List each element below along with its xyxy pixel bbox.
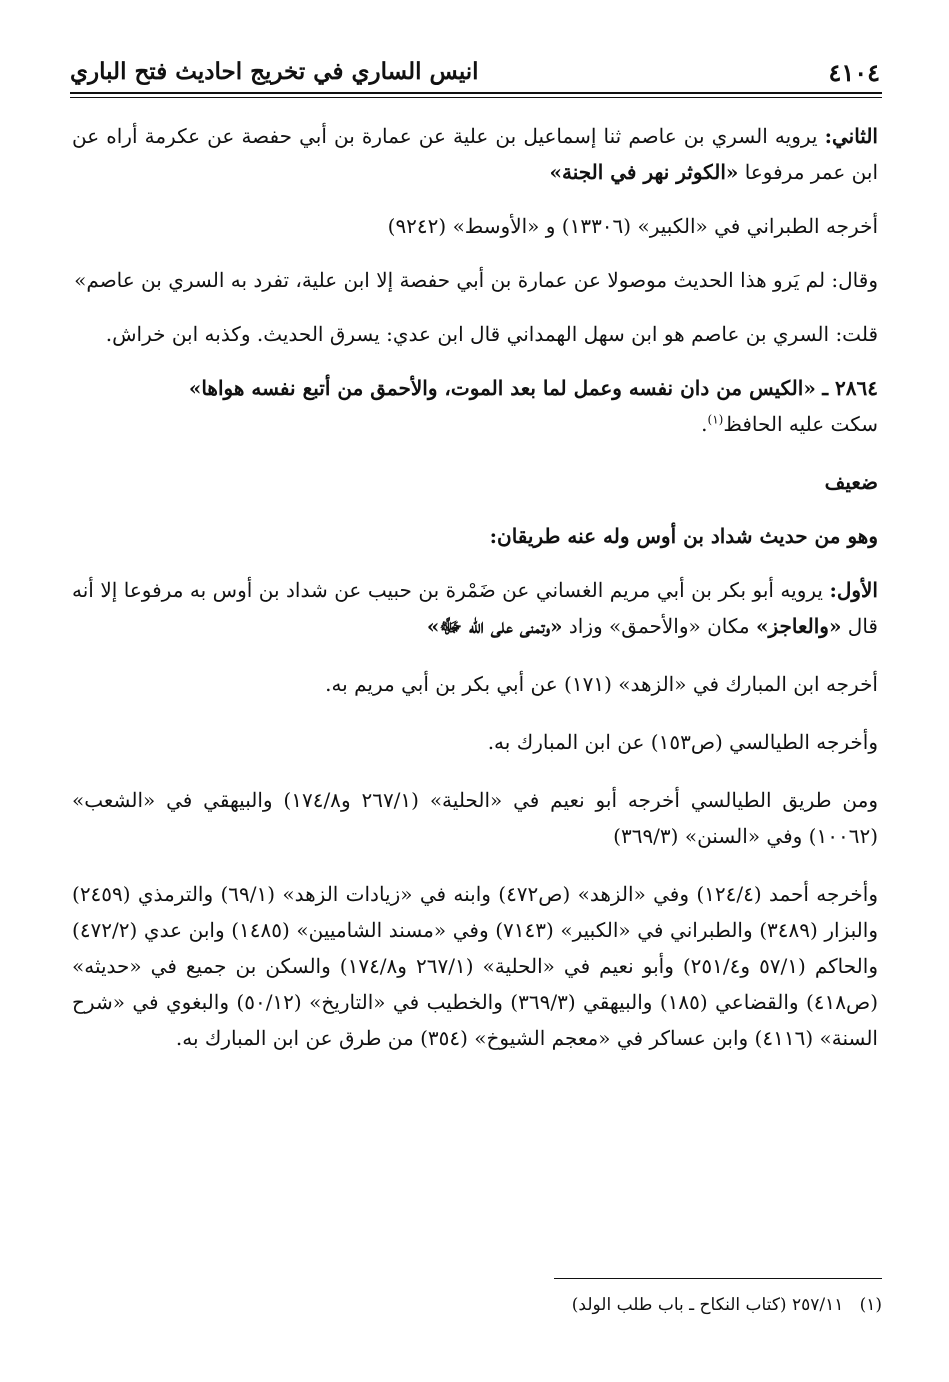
header-rule-thick xyxy=(70,92,882,94)
header-rule-thin xyxy=(70,97,882,98)
paragraph-lead: الثاني: xyxy=(824,124,878,148)
footnote-marker: (١) xyxy=(859,1295,882,1315)
hafiz-note: سكت عليه الحافظ$^{(١)}$. xyxy=(701,412,878,436)
footnote-text: ٢٥٧/١١ (كتاب النكاح ـ باب طلب الولد) xyxy=(571,1295,844,1315)
paragraph-via-tayalisi: ومن طريق الطيالسي أخرجه أبو نعيم في «الحلية» (٢٦٧/١ و١٧٤/٨) والبيهقي في «الشعب» (١٠٠٦٢) وفي «السنن» (٣٦٩/٣) xyxy=(72,788,879,848)
paragraph-tayalisi: وأخرجه الطيالسي (ص١٥٣) عن ابن المبارك به. xyxy=(487,730,878,754)
running-header xyxy=(70,52,880,90)
routes-intro: وهو من حديث شداد بن أوس وله عنه طريقان: xyxy=(489,524,878,548)
footnote-ref: (١) xyxy=(707,412,724,427)
paragraph-tabarani: أخرجه الطبراني في «الكبير» (١٣٣٠٦) و «الأوسط» (٩٢٤٢) xyxy=(387,214,878,238)
paragraph-text: يرويه السري بن عاصم ثنا إسماعيل بن علية عن عمارة بن أبي حفصة عن عكرمة أراه عن ابن عمر مرفوعا xyxy=(72,124,878,184)
hadith-number: ٢٨٦٤ ـ xyxy=(822,376,878,400)
footnote xyxy=(300,1290,882,1320)
paragraph-second-route xyxy=(72,118,878,190)
hadith-quote: «الكوثر نهر في الجنة» xyxy=(549,160,739,184)
paragraph-qala: وقال: لم يَرو هذا الحديث موصولا عن عمارة بن أبي حفصة إلا ابن علية، تفرد به السري بن عاصم» xyxy=(74,268,878,292)
addition-quote: «وتمنى على الله ﷻ» xyxy=(426,614,563,638)
paragraph-qultu: قلت: السري بن عاصم هو ابن سهل الهمداني قال ابن عدي: يسرق الحديث. وكذبه ابن خراش. xyxy=(105,322,878,346)
paragraph-text: يرويه أبو بكر بن أبي مريم الغساني عن ضَمْرة بن حبيب عن شداد بن أوس به مرفوعا إلا أنه قال xyxy=(72,578,878,638)
grading-label: ضعيف xyxy=(824,470,878,494)
paragraph-lead: الأول: xyxy=(829,578,878,602)
paragraph-first-route xyxy=(72,572,878,644)
page-number: ٤١٠٤ xyxy=(828,58,880,87)
hadith-entry-2864 xyxy=(72,370,878,406)
paragraph-text-mid: مكان «والأحمق» وزاد xyxy=(562,614,756,638)
variant-word: «والعاجز» xyxy=(756,614,842,638)
main-text xyxy=(72,118,878,1056)
footnote-separator xyxy=(554,1278,882,1279)
hadith-text: «الكيس من دان نفسه وعمل لما بعد الموت، والأحمق من أتبع نفسه هواها» xyxy=(188,376,816,400)
paragraph-ahmad: وأخرجه أحمد (١٢٤/٤) وفي «الزهد» (ص٤٧٢) وابنه في «زيادات الزهد» (٦٩/١) والترمذي (٢٤٥٩) والبزار (٣٤٨٩) والطبراني في «الكبير» (٧١٤٣) وفي «مسند الشاميين» (١٤٨٥) وابن عدي (٤٧٢/٢) والحاكم (٥٧/١ و٢٥١/٤) وأبو نعيم في «الحلية» (٢٦٧/١ و١٧٤/٨) والسكن بن جميع في «حديثه» (ص٤١٨) والقضاعي (١٨٥) والبيهقي (٣٦٩/٣) والخطيب في «التاريخ» (٥٠/١٢) والبغوي في «شرح السنة» (٤١١٦) وابن عساكر في «معجم الشيوخ» (٣٥٤) من طرق عن ابن المبارك به. xyxy=(72,882,879,1050)
book-title: انيس الساري في تخريج احاديث فتح الباري xyxy=(70,58,479,85)
hafiz-note-text: سكت عليه الحافظ xyxy=(723,412,878,436)
paragraph-ibn-mubarak: أخرجه ابن المبارك في «الزهد» (١٧١) عن أبي بكر بن أبي مريم به. xyxy=(325,672,878,696)
